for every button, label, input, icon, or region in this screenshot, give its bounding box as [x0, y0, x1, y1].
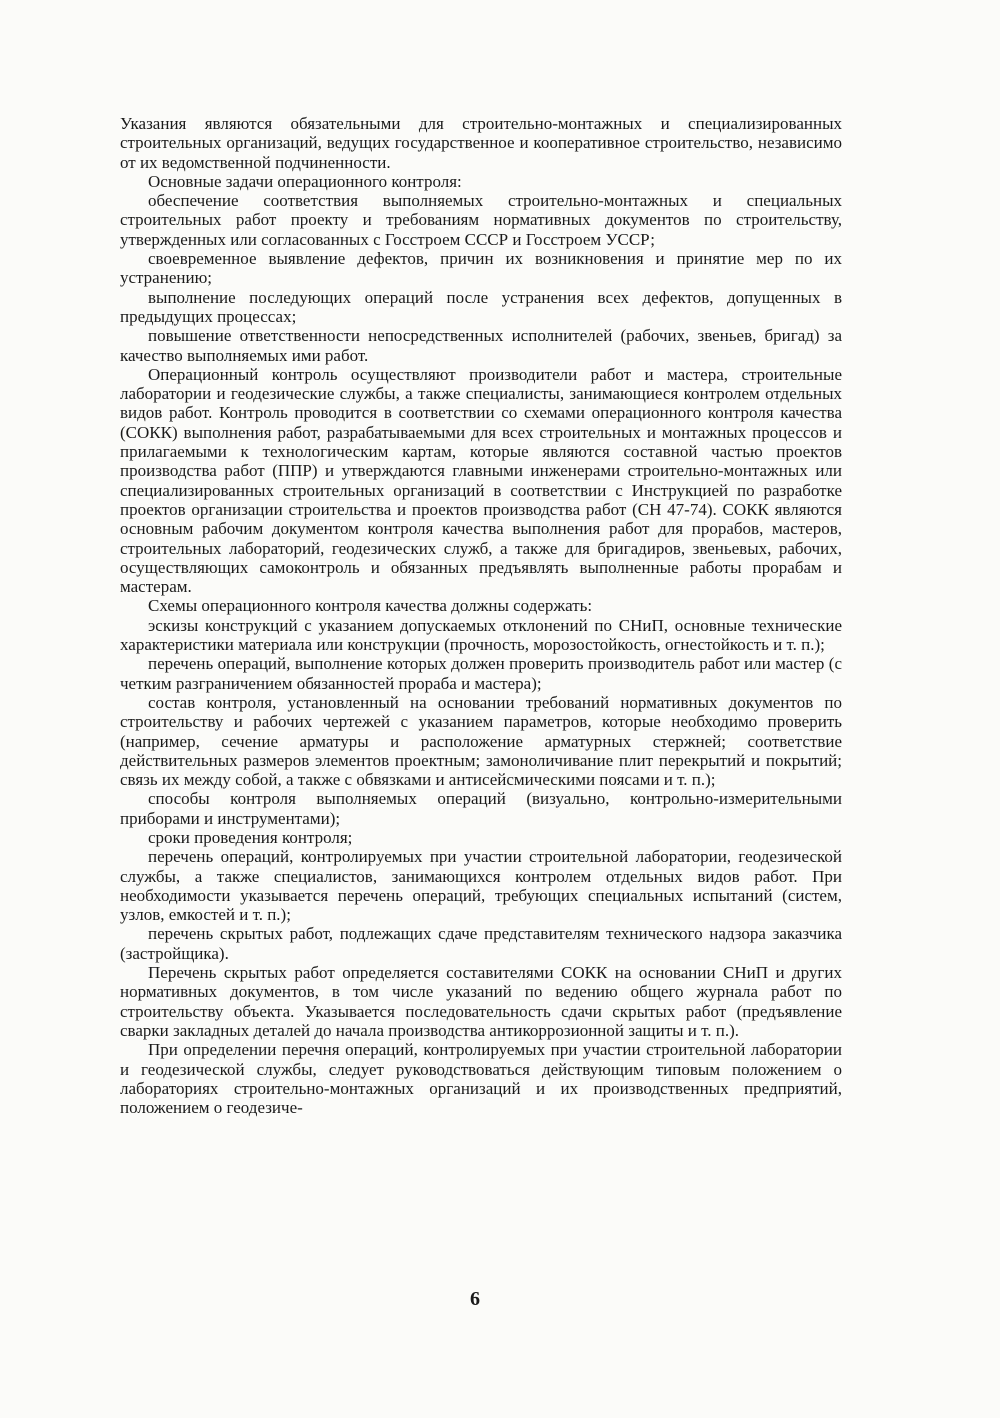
- list-item: обеспечение соответствия выполняемых строительно-монтажных и специальных строительных работ проекту и требованиям нормативных документов по строительству, утвержденных или согласованных с Госстроем СССР и Госстроем УССР;: [120, 191, 842, 249]
- list-item: перечень операций, контролируемых при участии строительной лаборатории, геодезической службы, а также специалистов, занимающихся контролем отдельных видов работ. При необходимости указывается перечень операций, требующих специальных испытаний (систем, узлов, емкостей и т. п.);: [120, 847, 842, 925]
- paragraph: Указания являются обязательными для строительно-монтажных и специализированных строительных организаций, ведущих государственное и кооперативное строительство, независимо от их ведомственной подчиненности.: [120, 114, 842, 172]
- list-item: способы контроля выполняемых операций (визуально, контрольно-измерительными приборами и инструментами);: [120, 789, 842, 828]
- list-item: своевременное выявление дефектов, причин их возникновения и принятие мер по их устранению;: [120, 249, 842, 288]
- paragraph: Перечень скрытых работ определяется составителями СОКК на основании СНиП и других нормативных документов, в том числе указаний по ведению общего журнала работ по строительству объекта. Указывается последовательность сдачи скрытых работ (предъявление сварки закладных деталей до начала производства антикоррозионной защиты и т. п.).: [120, 963, 842, 1040]
- body-text: [120, 114, 842, 1117]
- paragraph: Операционный контроль осуществляют производители работ и мастера, строительные лаборатории и геодезические службы, а также специалисты, занимающиеся контролем отдельных видов работ. Контроль проводится в соответствии со схемами операционного контроля качества (СОКК) выполнения работ, разрабатываемыми для всех строительных и монтажных процессов и прилагаемыми к технологическим картам, которые являются составной частью проектов производства работ (ППР) и утверждаются главными инженерами строительно-монтажных или специализированных строительных организаций в соответствии с Инструкцией по разработке проектов организации строительства и проектов производства работ (СН 47-74). СОКК являются основным рабочим документом контроля качества выполнения работ для прорабов, мастеров, строительных лабораторий, геодезических служб, а также для бригадиров, звеньевых, рабочих, осуществляющих самоконтроль и обязанных предъявлять выполненные работы прорабам и мастерам.: [120, 364, 842, 597]
- list-item: сроки проведения контроля;: [148, 827, 353, 847]
- list-item: состав контроля, установленный на основании требований нормативных документов по строительству и рабочих чертежей с указанием параметров, которые необходимо проверить (например, сечение арматуры и расположение арматурных стержней; соответствие действительных размеров элементов проектным; замоноличивание плит перекрытий и покрытий; связь их между собой, а также с обвязками и антисейсмическими поясами и т. п.);: [120, 692, 842, 790]
- list-item: перечень операций, выполнение которых должен проверить производитель работ или мастер (с четким разграничением обязанностей прораба и мастера);: [120, 654, 842, 693]
- paragraph: Схемы операционного контроля качества должны содержать:: [148, 596, 593, 616]
- paragraph: При определении перечня операций, контролируемых при участии строительной лаборатории и геодезической службы, следует руководствоваться действующим типовым положением о лабораториях строительно-монтажных организаций и их производственных предприятий, положением о геодезиче-: [120, 1040, 842, 1118]
- list-item: повышение ответственности непосредственных исполнителей (рабочих, звеньев, бригад) за качество выполняемых ими работ.: [120, 326, 842, 365]
- list-item: перечень скрытых работ, подлежащих сдаче представителям технического надзора заказчика (застройщика).: [120, 924, 842, 963]
- page-number: 6: [470, 1288, 480, 1310]
- list-item: эскизы конструкций с указанием допускаемых отклонений по СНиП, основные технические характеристики материала или конструкции (прочность, морозостойкость, огнестойкость и т. п.);: [120, 615, 842, 655]
- list-item: выполнение последующих операций после устранения всех дефектов, допущенных в предыдущих процессах;: [120, 287, 842, 326]
- paragraph: Основные задачи операционного контроля:: [148, 171, 462, 191]
